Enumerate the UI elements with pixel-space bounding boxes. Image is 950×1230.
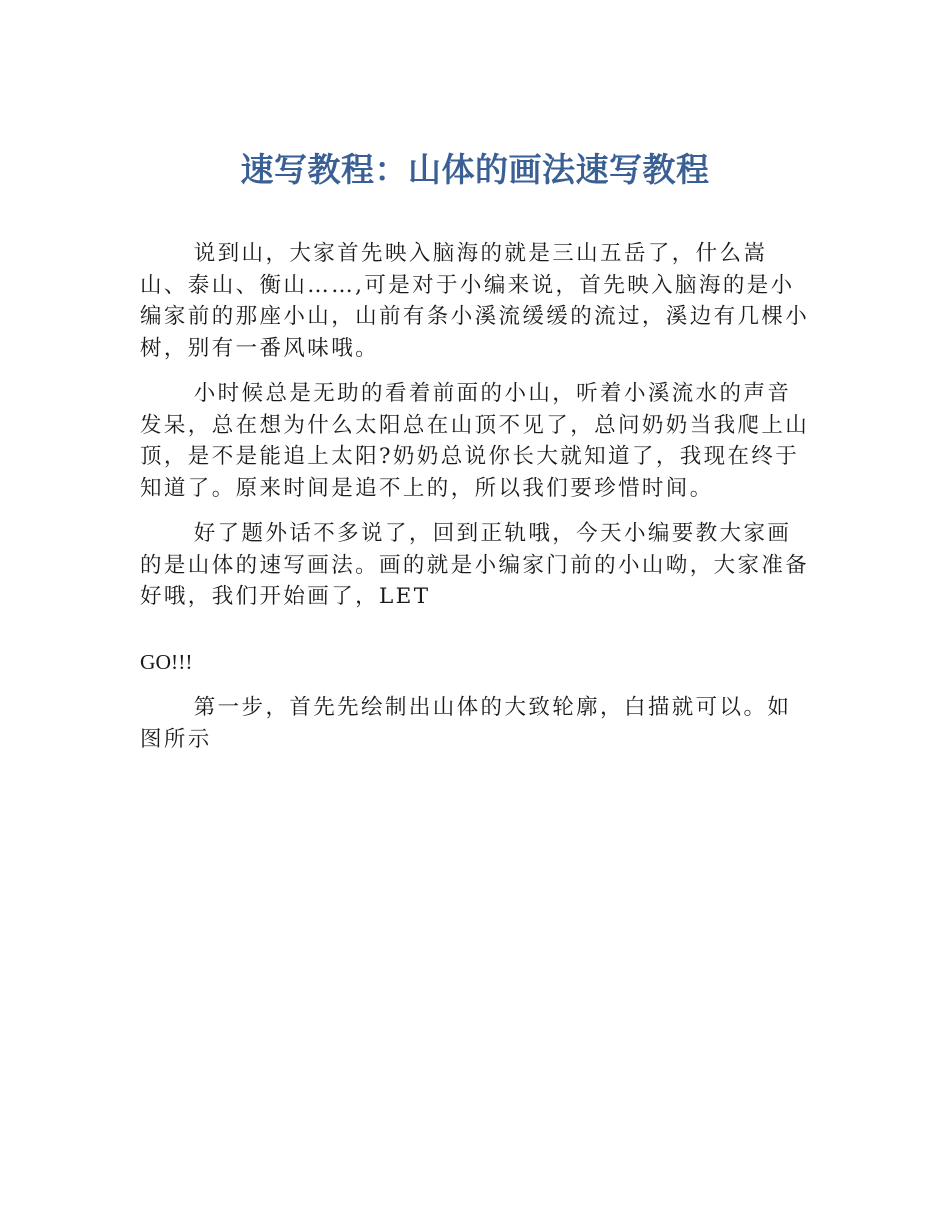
- paragraph-go: GO!!!: [140, 649, 193, 674]
- paragraph-transition: 好了题外话不多说了，回到正轨哦，今天小编要教大家画的是山体的速写画法。画的就是小编家门前的小山呦，大家准备好哦，我们开始画了，LET: [140, 521, 810, 609]
- paragraph-intro: 说到山，大家首先映入脑海的就是三山五岳了，什么嵩山、泰山、衡山……,可是对于小编来说，首先映入脑海的是小编家前的那座小山，山前有条小溪流缓缓的流过，溪边有几棵小树，别有一番风味哦。: [140, 241, 810, 361]
- paragraph-childhood: 小时候总是无助的看着前面的小山，听着小溪流水的声音发呆，总在想为什么太阳总在山顶不见了，总问奶奶当我爬上山顶，是不是能追上太阳?奶奶总说你长大就知道了，我现在终于知道了。原来时间是追不上的，所以我们要珍惜时间。: [140, 381, 810, 501]
- document-body: [140, 238, 815, 769]
- page-title: 速写教程：山体的画法速写教程: [240, 150, 710, 189]
- paragraph-step-one: 第一步，首先先绘制出山体的大致轮廓，白描就可以。如图所示: [140, 695, 792, 752]
